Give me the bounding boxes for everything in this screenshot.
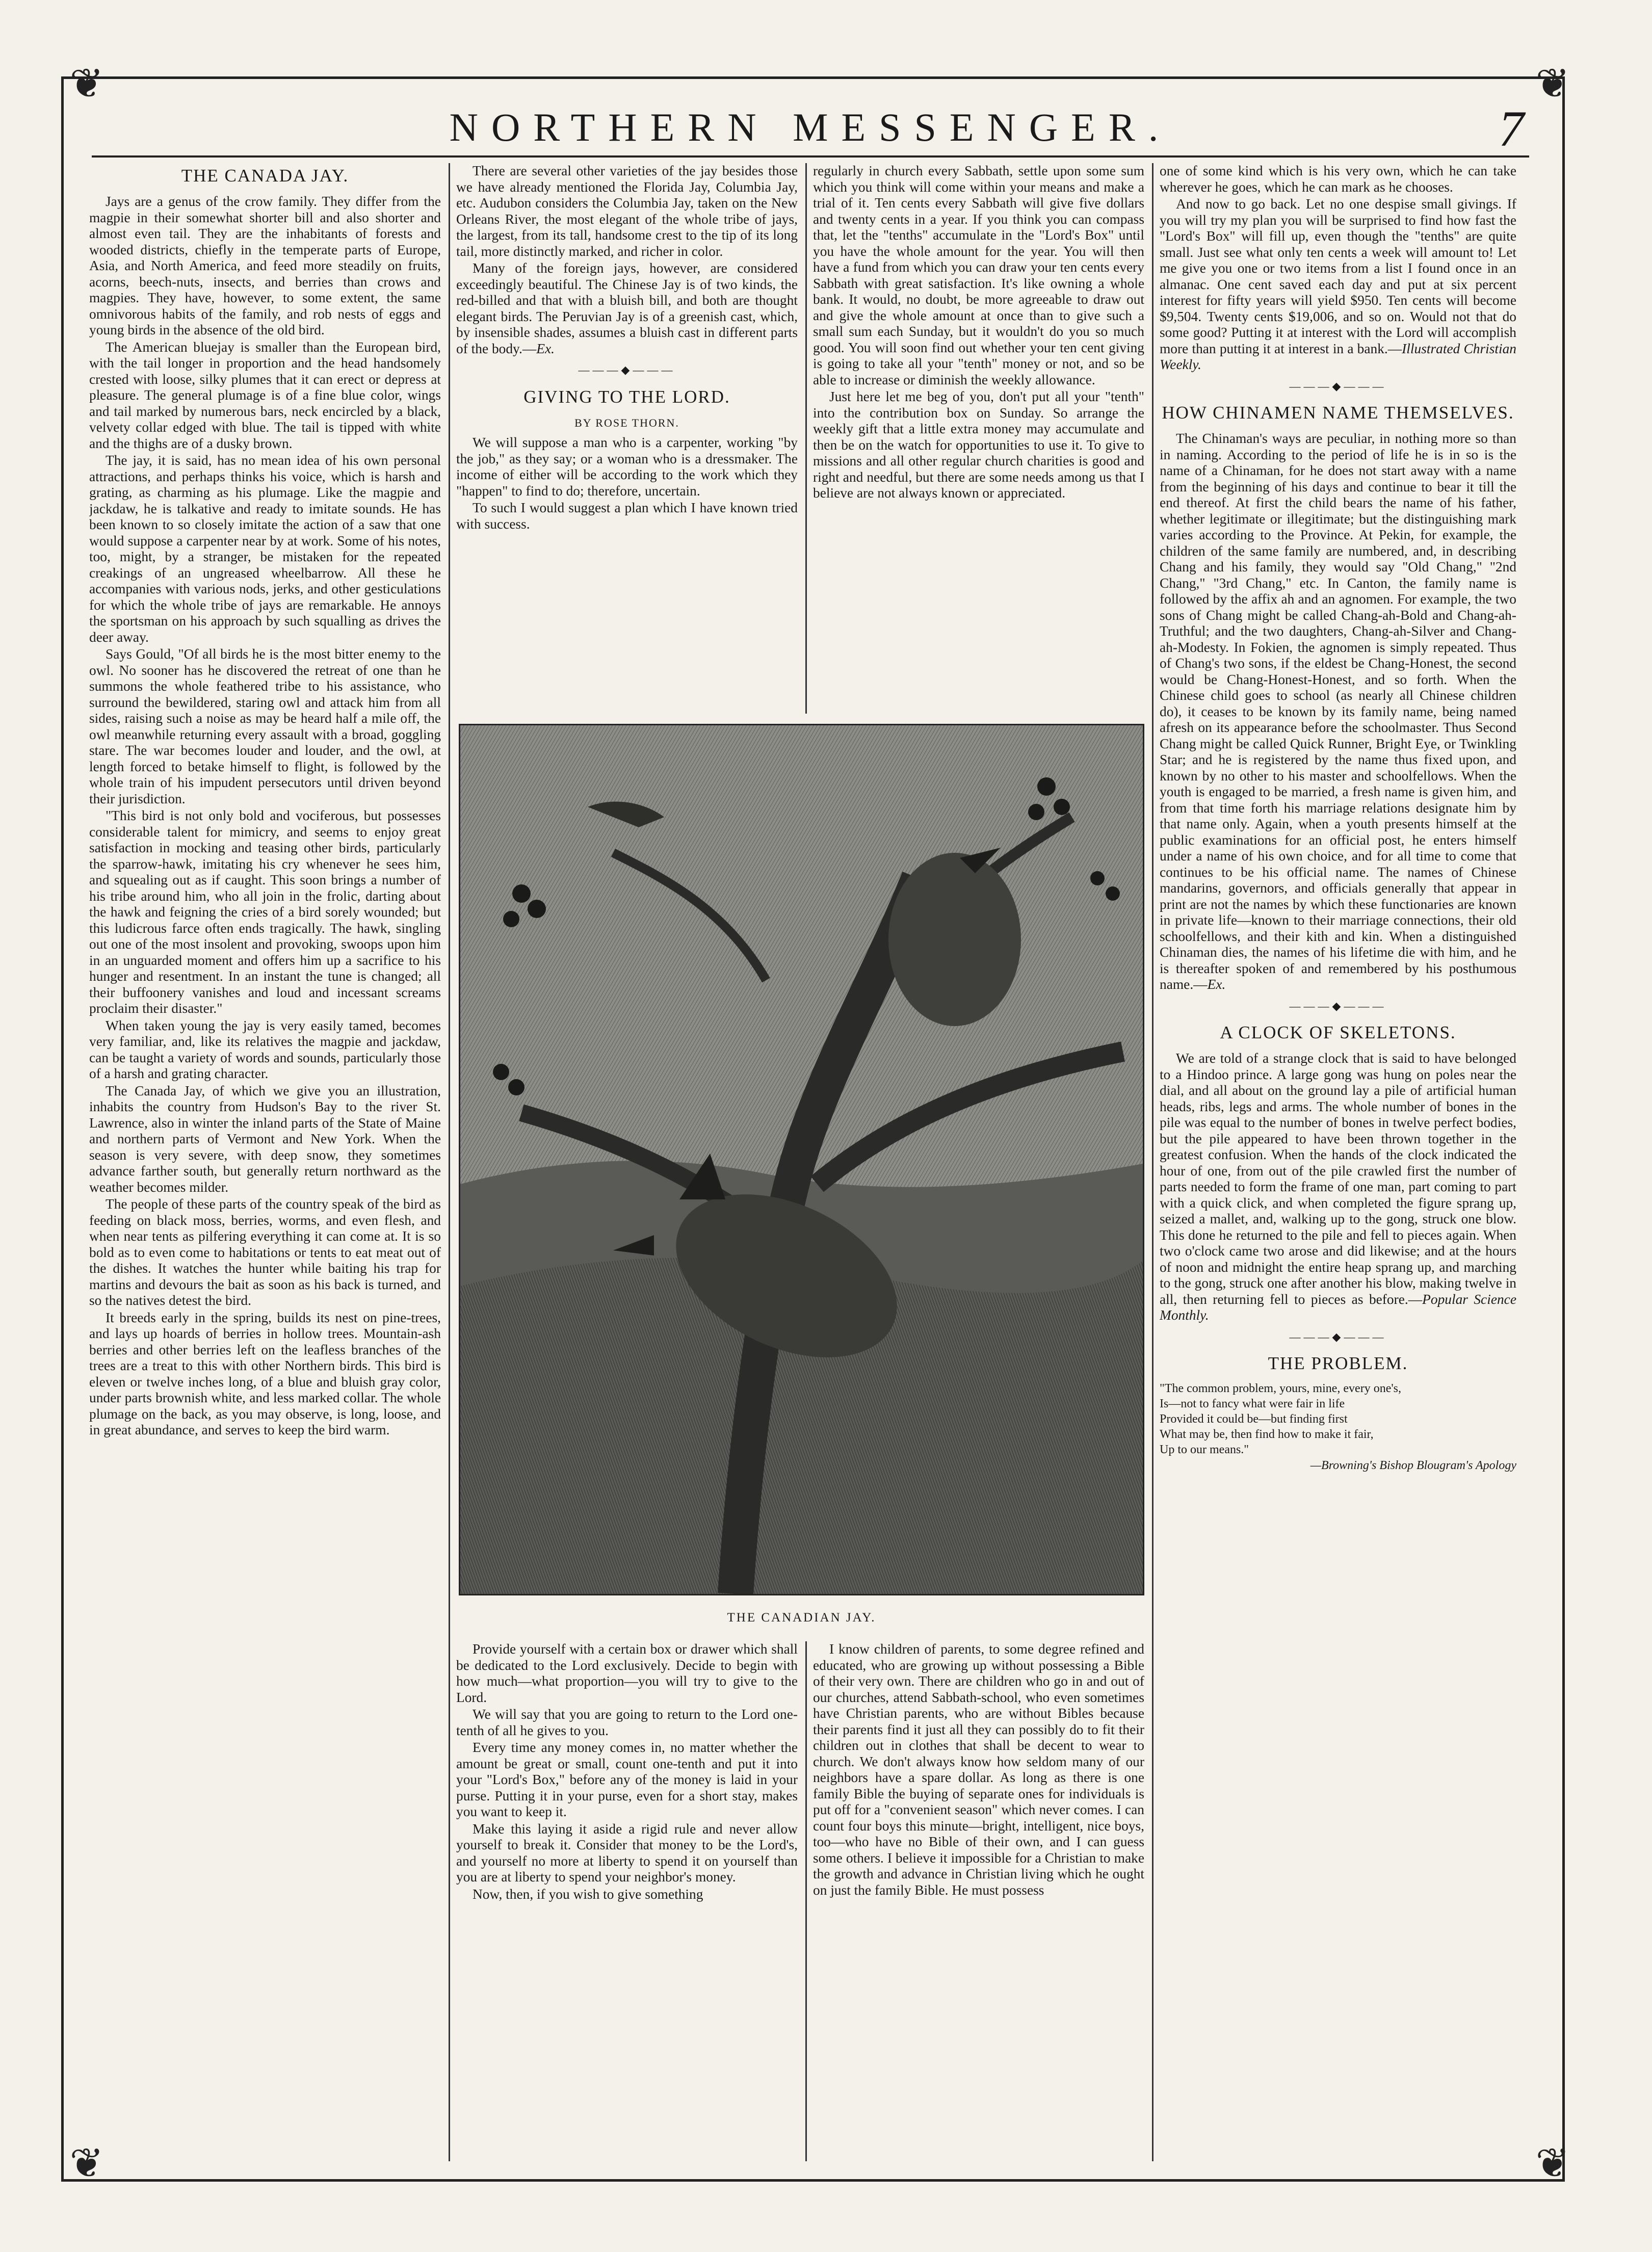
source-credit: Illustrated Christian Weekly. — [1160, 341, 1516, 372]
poem-line: What may be, then find how to make it fair, — [1160, 1428, 1374, 1441]
source-credit: Popular Science Monthly. — [1160, 1291, 1516, 1323]
source-credit: Ex. — [1207, 977, 1226, 992]
corner-ornament-icon: ❦ — [69, 62, 104, 107]
paragraph: Just here let me beg of you, don't put all your "tenth" into the contribution box on Sunday. So arrange the weekly gift that a little extra money may accumulate and then be on the watch for opportunities to use it. To give to missions and all other regular church charities is good and right and needful, but there are some needs among us that I believe are not always known or appreciated. — [813, 389, 1144, 501]
paragraph: Every time any money comes in, no matter whether the amount be great or small, count one-tenth and put it into your "Lord's Box," before any of the money is laid in your purse. Putting it in your purse, even for a short stay, makes you want to keep it. — [456, 1740, 798, 1819]
paragraph: The Chinaman's ways are peculiar, in nothing more so than in naming. According to the period of life he is in so is the name of a Chinaman, for he does not start away with a name from the beginning of his days and continue to bear it till the end thereof. At first the child bears the name of his father, whether legitimate or illegitimate; but the distinguishing mark varies according to the Province. At Pekin, for example, the children of the same family are numbered, and, in describing Chang and his family, they would say "Old Chang," "2nd Chang," "3rd Chang," etc. In Canton, the family name is followed by the affix ah and an agnomen. For example, the two sons of Chang might be called Chang-ah-Bold and Chang-ah-Truthful; and the two daughters, Chang-ah-Silver and Chang-ah-Modesty. In Fokien, the agnomen is simply repeated. Thus of Chang's two sons, if the eldest be Chang-Honest, the second would be Chang-Honest-Honest, and so forth. When the Chinese child goes to school (as nearly all Chinese children do), it ceases to be known by its family name, being named afresh on its appearance before the schoolmaster. Thus Second Chang might be called Quick Runner, Bright Eye, or Twinkling Star; and he is registered by the name thus fixed upon, and known by no other to his master and schoolfellows. When the youth is engaged to be married, a fresh name is given him, and from that time forth his marriage relations designate him by that name only. Again, when a youth presents himself at the public examinations for an official post, he enters himself under a name of his own choice, and for all time to come that continues to be his official name. The names of Chinese mandarins, governors, and officials generally that appear in print are not the names by which these functionaries are known in private life—known to their marriage connections, their old schoolfellows, and their kith and kin. When a distinguished Chinaman dies, the names of his lifetime die with him, and he is thereafter spoken of and remembered by his posthumous name.—Ex. — [1160, 431, 1516, 992]
byline: BY ROSE THORN. — [574, 416, 679, 429]
poem-line: Provided it could be—but finding first — [1160, 1412, 1348, 1426]
paragraph: Many of the foreign jays, however, are considered exceedingly beautiful. The Chinese Jay is of two kinds, the red-billed and that with a bluish bill, and both are thought elegant birds. The Peruvian Jay is of a greenish cast, which, by insensible shades, assumes a bluish cast in different parts of the body.—Ex. — [456, 260, 798, 356]
poem-line: "The common problem, yours, mine, every one's, — [1160, 1382, 1402, 1395]
article-canada-jay — [89, 163, 441, 2171]
column-2-bottom — [456, 1641, 798, 2171]
canadian-jay-illustration — [459, 724, 1144, 1595]
paragraph: Now, then, if you wish to give something — [473, 1886, 703, 1902]
column-rule — [449, 163, 450, 2161]
paragraph: And now to go back. Let no one despise small givings. If you will try my plan you will be surprised to find how fast the "Lord's Box" will fill up, even though the "tenths" are quite small. Just see what only ten cents a week will amount to! Let me give you one or two items from a list I found once in an almanac. One cent saved each day and put at six percent interest for fifty years will yield $950. Ten cents will become $9,504. Twenty cents $19,006, and so on. Would not that do some good? Putting it at interest with the Lord will accomplish more than putting it at interest in a bank.—Illustrated Christian Weekly. — [1160, 196, 1516, 372]
paragraph: When taken young the jay is very easily tamed, becomes very familiar, and, like its relatives the magpie and jackdaw, can be taught a variety of words and sounds, particularly those of a harsh and grating character. — [89, 1017, 441, 1081]
divider: ———◆——— — [1289, 1330, 1387, 1343]
article-heading: THE CANADA JAY. — [181, 166, 349, 186]
paragraph: one of some kind which is his very own, which he can take wherever he goes, which he can mark as he chooses. — [1160, 163, 1516, 195]
paragraph: Provide yourself with a certain box or drawer which shall be dedicated to the Lord exclusively. Decide to begin with how much—what proportion—you will try to give to the Lord. — [456, 1641, 798, 1705]
page-number: 7 — [1499, 100, 1524, 157]
divider: ———◆——— — [578, 363, 676, 376]
article-heading: THE PROBLEM. — [1268, 1353, 1408, 1373]
column-4 — [1160, 163, 1516, 2171]
article-heading: A CLOCK OF SKELETONS. — [1220, 1023, 1456, 1042]
engraving-image — [460, 725, 1143, 1594]
column-2-top — [456, 163, 798, 714]
corner-ornament-icon: ❦ — [1535, 62, 1570, 107]
article-heading: HOW CHINAMEN NAME THEMSELVES. — [1162, 403, 1514, 423]
column-rule — [1152, 163, 1153, 2161]
newspaper-title: NORTHERN MESSENGER. — [449, 105, 1172, 149]
poem-line: Up to our means." — [1160, 1443, 1249, 1456]
column-rule — [805, 163, 807, 714]
paragraph: Make this laying it aside a rigid rule and never allow yourself to break it. Consider that money to be the Lord's, and yourself no more at liberty to spend it on yourself than you are at liberty to spend your neighbor's money. — [456, 1821, 798, 1884]
article-heading: GIVING TO THE LORD. — [523, 386, 730, 407]
paragraph: "This bird is not only bold and vociferous, but possesses considerable talent for mimicry, and seems to enjoy great satisfaction in mocking and teasing other birds, particularly the sparrow-hawk, imitating his cry whenever he sees him, and squealing out as if caught. This soon brings a number of his tribe around him, who all join in the frolic, darting about the hawk and feigning the cries of a bird sorely wounded; but this ludicrous farce often ends tragically. The hawk, singling out one of the most insolent and provoking, swoops upon him in an unguarded moment and offers him up a sacrifice to his hunger and resentment. In an instant the tune is changed; all their buffoonery vanishes and loud and incessant screams proclaim their disaster." — [89, 808, 441, 1016]
column-rule — [805, 1641, 807, 2161]
paragraph: The jay, it is said, has no mean idea of his own personal attractions, and perhaps thinks his voice, which is harsh and grating, as charming as his plumage. Like the magpie and jackdaw, he is talkative and ready to imitate sounds. He has been known to so closely imitate the action of a saw that one would suppose a carpenter near by at work. Some of his notes, too, might, by a stranger, be mistaken for the repeated creakings of an ungreased wheelbarrow. All these he accompanies with various nods, jerks, and other gesticulations for which the whole tribe of jays are remarkable. He annoys the sportsman on his approach by such squalling as drives the deer away. — [89, 453, 441, 645]
paragraph: There are several other varieties of the jay besides those we have already mentioned the Florida Jay, Columbia Jay, etc. Audubon considers the Columbia Jay, taken on the New Orleans River, the most elegant of the whole tribe of jays, the largest, from its tall, handsome crest to the tip of its long tail, more distinctly marked, and richer in color. — [456, 163, 798, 259]
paragraph: We will say that you are going to return to the Lord one-tenth of all he gives to you. — [456, 1707, 798, 1738]
paragraph: We will suppose a man who is a carpenter, working "by the job," as they say; or a woman who is a dressmaker. The income of either will be according to the work which they "happen" to find to do; therefore, uncertain. — [456, 435, 798, 499]
column-3-top — [813, 163, 1144, 714]
poem-line: Is—not to fancy what were fair in life — [1160, 1397, 1345, 1410]
paragraph: It breeds early in the spring, builds its nest on pine-trees, and lays up hoards of berries in hollow trees. Mountain-ash berries and other berries left on the leafless branches of the trees are a treat to this with other Northern birds. This bird is eleven or twelve inches long, of a blue and bluish gray color, under parts brownish white, and less marked collar. The whole plumage on the back, as you may observe, is long, loose, and in great abundance, and serves to keep the bird warm. — [89, 1310, 441, 1437]
divider: ———◆——— — [1289, 999, 1387, 1012]
illustration-caption: THE CANADIAN JAY. — [727, 1611, 876, 1625]
divider: ———◆——— — [1289, 379, 1387, 392]
paragraph: We are told of a strange clock that is said to have belonged to a Hindoo prince. A large gong was hung on poles near the dial, and all about on the ground lay a pile of artificial human heads, ribs, legs and arms. The whole number of bones in the pile was equal to the number of bones in twelve perfect bodies, but the pile appeared to have been thrown together in the greatest confusion. When the hands of the clock indicated the hour of one, from out of the pile crawled first the number of parts needed to form the frame of one man, part coming to part with a quick click, and when completed the figure sprang up, seized a mallet, and, walking up to the gong, struck one blow. This done he returned to the pile and fell to pieces again. When two o'clock came two arose and did likewise; and at the hours of noon and midnight the entire heap sprang up, and marching to the gong, struck one after another his blow, making twelve in all, then returning fell to pieces as before.—Popular Science Monthly. — [1160, 1051, 1516, 1323]
masthead — [92, 99, 1529, 158]
poem-attribution: —Browning's Bishop Blougram's Apology — [1310, 1459, 1516, 1472]
source-credit: Ex. — [536, 341, 555, 356]
corner-ornament-icon: ❦ — [1535, 2141, 1570, 2186]
paragraph: The American bluejay is smaller than the European bird, with the tail longer in proportion and the head handsomely crested with loose, silky plumes that it can erect or depress at pleasure. The general plumage is of a fine blue color, wings and tail marked by numerous bars, neck encircled by a black, velvety collar edged with blue. The tail is tipped with white and the thighs are of a dusky brown. — [89, 339, 441, 451]
paragraph: To such I would suggest a plan which I have known tried with success. — [456, 500, 798, 532]
corner-ornament-icon: ❦ — [69, 2141, 104, 2186]
paragraph: The Canada Jay, of which we give you an illustration, inhabits the country from Hudson's Bay to the river St. Lawrence, also in winter the inland parts of the State of Maine and northern parts of Vermont and New York. When the season is very severe, with deep snow, they sometimes advance farther south, but generally return northward as the weather becomes milder. — [89, 1083, 441, 1195]
paragraph: regularly in church every Sabbath, settle upon some sum which you think will come within your means and make a trial of it. Ten cents every Sabbath will give five dollars and twenty cents in a year. If you think you can compass that, let the "tenths" accumulate in the "Lord's Box" until you have the whole amount for the year. You will then have a fund from which you can draw your ten cents every Sabbath with great satisfaction. It's like owning a whole bank. It would, no doubt, be more agreeable to draw out and give the whole amount at once than to give such a small sum each Sunday, but it wouldn't do you so much good. You will soon find out whether your ten cent giving is going to take all your "tenth" money or not, and so be able to increase or diminish the weekly allowance. — [813, 163, 1144, 387]
paragraph: Jays are a genus of the crow family. They differ from the magpie in their somewhat shorter bill and also shorter and almost even tail. They are the inhabitants of forests and wooded districts, chiefly in the temperate parts of Europe, Asia, and North America, and feed more steadily on fruits, acorns, beech-nuts, insects, and berries than crows and magpies. They have, however, to some extent, the same omnivorous habits of the family, and rob nests of eggs and young birds in the absence of the old bird. — [89, 194, 441, 337]
column-3-bottom — [813, 1641, 1144, 2171]
paragraph: The people of these parts of the country speak of the bird as feeding on black moss, berries, worms, and even flesh, and when near tents as pilfering everything it can come at. It is so bold as to even come to habitations or tents to eat meat out of the dishes. It watches the hunter while baiting his trap for martins and devours the bait as soon as his back is turned, and so the natives detest the bird. — [89, 1196, 441, 1308]
paragraph: Says Gould, "Of all birds he is the most bitter enemy to the owl. No sooner has he discovered the retreat of one than he summons the whole feathered tribe to his assistance, who surround the bewildered, staring owl and attack him from all sides, raising such a noise as may be heard half a mile off, the owl meanwhile returning every assault with a broad, goggling stare. The war becomes louder and louder, and the owl, at length forced to betake himself to flight, is followed by the whole train of his impudent persecutors until driven beyond their jurisdiction. — [89, 646, 441, 806]
paragraph: I know children of parents, to some degree refined and educated, who are growing up without possessing a Bible of their very own. There are children who go in and out of our churches, attend Sabbath-school, who even sometimes have Christian parents, who are without Bibles because their parents find it just all they can possibly do to fit their children out in clothes that shall be decent to wear to church. We don't always know how seldom many of our neighbors have a spare dollar. As long as there is one family Bible the buying of separate ones for individuals is put off for a "convenient season" which never comes. I can count four boys this minute—bright, intelligent, nice boys, too—who have no Bible of their own, and I can guess some others. I believe it impossible for a Christian to make the growth and advance in Christian living which he ought on just the family Bible. He must possess — [813, 1641, 1144, 1898]
